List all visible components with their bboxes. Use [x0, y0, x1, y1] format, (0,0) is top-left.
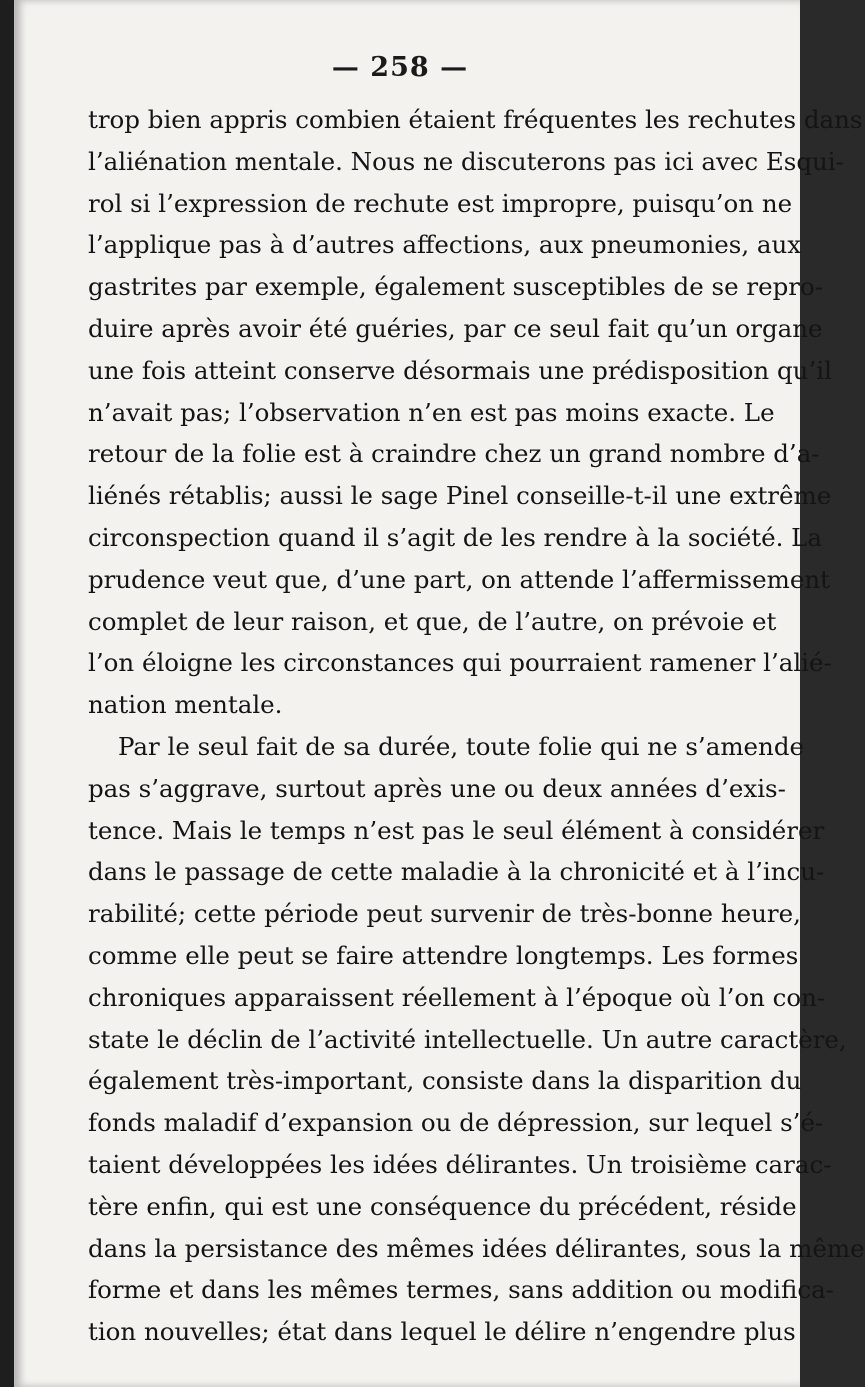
text-line: liénés rétablis; aussi le sage Pinel conseille-t-il une extrême — [88, 481, 832, 511]
text-line: chroniques apparaissent réellement à l’époque où l’on con- — [88, 982, 826, 1012]
text-line: rol si l’expression de rechute est impropre, puisqu’on ne — [88, 188, 793, 218]
text-line: duire après avoir été guéries, par ce seul fait qu’un organe — [88, 313, 823, 343]
text-line: l’on éloigne les circonstances qui pourraient ramener l’alié- — [88, 648, 832, 678]
text-line: tère enfin, qui est une conséquence du précédent, réside — [88, 1191, 797, 1221]
paragraph-1 — [88, 99, 863, 726]
text-line: trop bien appris combien étaient fréquentes les rechutes dans — [88, 105, 863, 134]
text-line: tence. Mais le temps n’est pas le seul élément à considérer — [88, 815, 825, 845]
text-line: forme et dans les mêmes termes, sans addition ou modifica- — [88, 1275, 834, 1305]
text-line: fonds maladif d’expansion ou de dépression, sur lequel s’é- — [88, 1108, 824, 1138]
text-line: également très-important, consiste dans la disparition du — [88, 1066, 802, 1096]
text-line: l’applique pas à d’autres affections, aux pneumonies, aux — [88, 230, 802, 260]
text-line: n’avait pas; l’observation n’en est pas moins exacte. Le — [88, 397, 775, 427]
text-line: gastrites par exemple, également susceptibles de se repro- — [88, 272, 824, 302]
text-line: une fois atteint conserve désormais une prédisposition qu’il — [88, 355, 832, 385]
text-line: Par le seul fait de sa durée, toute folie qui ne s’amende — [118, 731, 805, 761]
text-line: dans la persistance des mêmes idées délirantes, sous la même — [88, 1233, 865, 1263]
text-line: complet de leur raison, et que, de l’autre, on prévoie et — [88, 606, 777, 636]
page-number: — 258 — — [331, 52, 469, 83]
text-line: dans le passage de cette maladie à la chronicité et à l’incu- — [88, 857, 825, 887]
paragraph-2 — [88, 726, 865, 1353]
text-line: nation mentale. — [88, 690, 283, 720]
text-line: comme elle peut se faire attendre longtemps. Les formes — [88, 940, 799, 970]
text-line: l’aliénation mentale. Nous ne discuterons pas ici avec Esqui- — [88, 146, 844, 176]
text-line: pas s’aggrave, surtout après une ou deux années d’exis- — [88, 773, 786, 803]
text-line: taient développées les idées délirantes. Un troisième carac- — [88, 1149, 832, 1179]
text-line: retour de la folie est à craindre chez un grand nombre d’a- — [88, 439, 820, 469]
text-line: prudence veut que, d’une part, on attende l’affermissement — [88, 564, 830, 594]
text-line: tion nouvelles; état dans lequel le délire n’engendre plus — [88, 1317, 796, 1347]
text-line: rabilité; cette période peut survenir de très-bonne heure, — [88, 899, 801, 929]
text-line: state le déclin de l’activité intellectuelle. Un autre caractère, — [88, 1024, 847, 1054]
text-line: circonspection quand il s’agit de les rendre à la société. La — [88, 522, 823, 552]
body-text — [88, 99, 865, 1353]
